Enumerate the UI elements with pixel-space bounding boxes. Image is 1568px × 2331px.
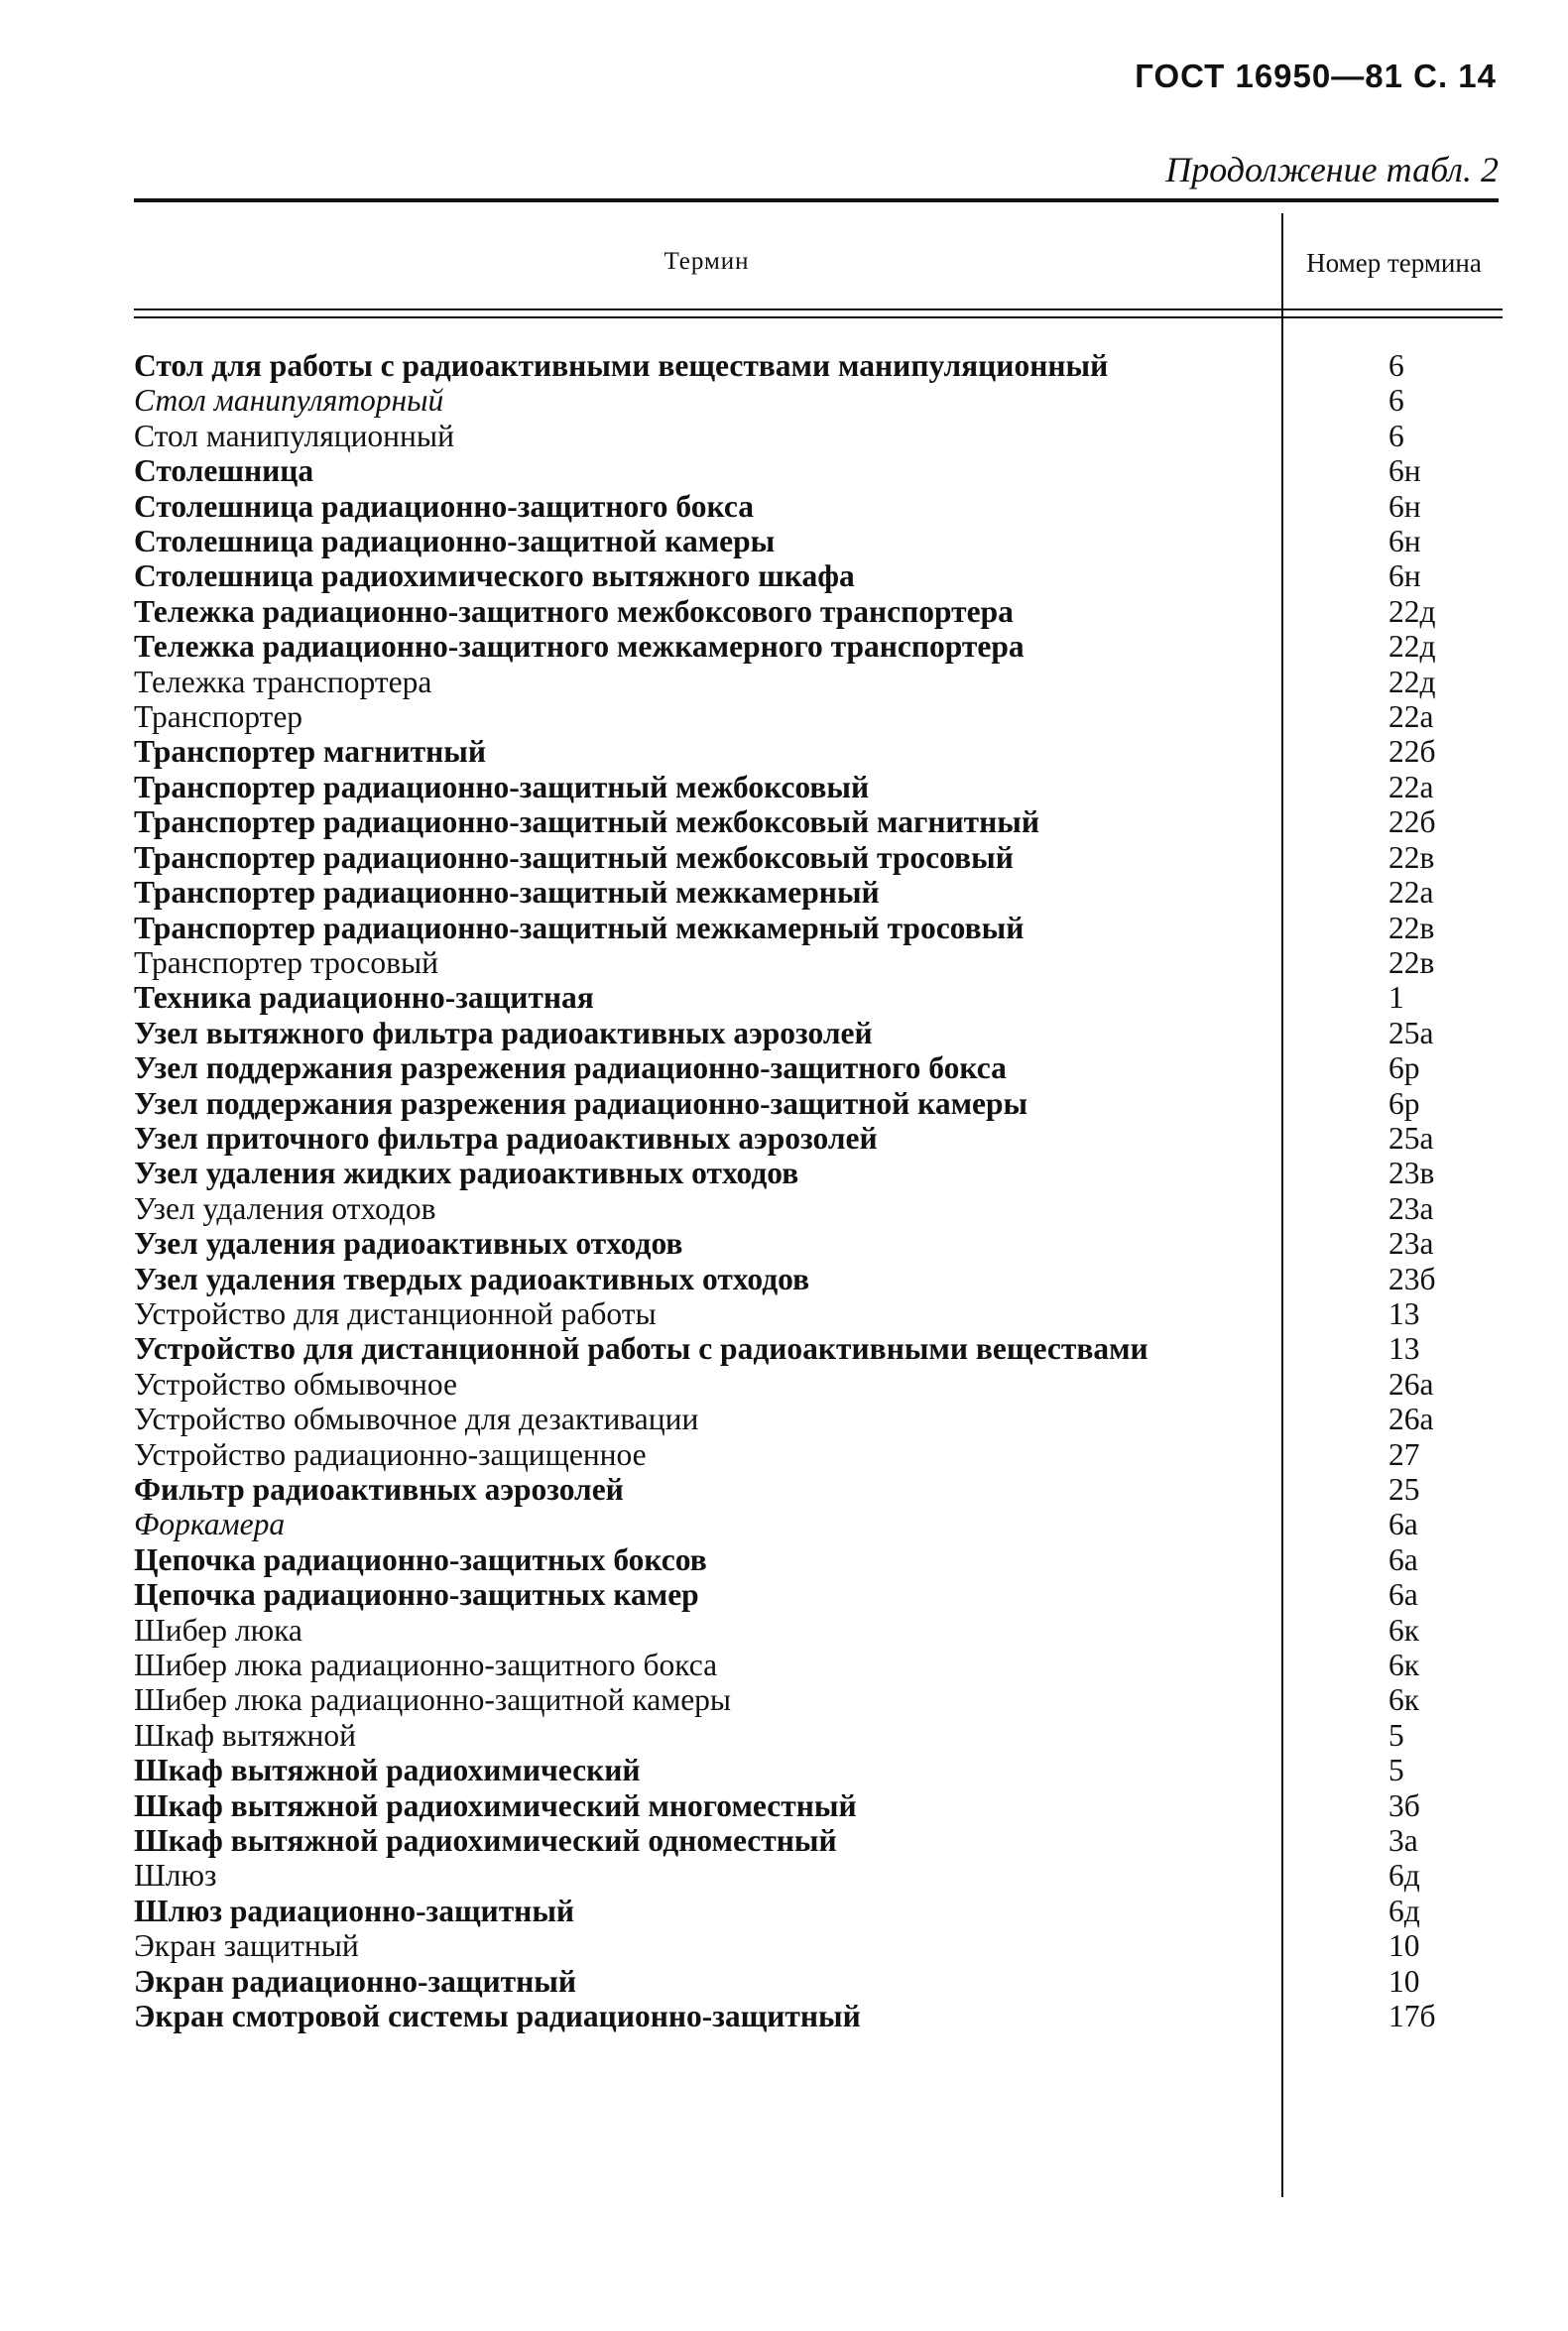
table-row xyxy=(134,1507,1503,1541)
table-row xyxy=(134,1648,1503,1682)
term-text: Узел приточного фильтра радиоактивных аэрозолей xyxy=(134,1120,878,1156)
table-row xyxy=(134,1016,1503,1050)
table-row xyxy=(134,1577,1503,1612)
term-text: Шкаф вытяжной xyxy=(134,1717,356,1753)
term-number: 23а xyxy=(1388,1190,1434,1226)
table-row xyxy=(134,699,1503,734)
term-text: Экран радиационно-защитный xyxy=(134,1963,577,1999)
term-number: 6 xyxy=(1388,418,1404,453)
table-row xyxy=(134,1367,1503,1402)
term-text: Экран смотровой системы радиационно-защитный xyxy=(134,1999,861,2034)
term-text: Транспортер радиационно-защитный межбоксовый магнитный xyxy=(134,804,1039,840)
term-number: 22в xyxy=(1388,944,1435,980)
term-text: Шибер люка xyxy=(134,1612,302,1648)
table-continuation-label: Продолжение табл. 2 xyxy=(1165,150,1499,189)
table-row xyxy=(134,1472,1503,1507)
table-row xyxy=(134,1682,1503,1717)
term-number: 6н xyxy=(1388,558,1421,594)
term-number: 23в xyxy=(1388,1156,1435,1191)
term-number: 6н xyxy=(1388,524,1421,559)
table-row xyxy=(134,383,1503,418)
table-row xyxy=(134,1191,1503,1226)
term-text: Шкаф вытяжной радиохимический одноместный xyxy=(134,1823,837,1859)
term-text: Транспортер радиационно-защитный межкамерный xyxy=(134,875,880,911)
term-text: Устройство для дистанционной работы с радиоактивными веществами xyxy=(134,1331,1148,1367)
term-number: 22в xyxy=(1388,839,1435,875)
table-row xyxy=(134,1437,1503,1472)
term-number: 22б xyxy=(1388,734,1436,770)
table-row xyxy=(134,1788,1503,1823)
term-text: Столешница xyxy=(134,453,314,489)
header-double-rule xyxy=(134,308,1503,318)
term-number: 6д xyxy=(1388,1893,1420,1928)
term-number: 6а xyxy=(1388,1507,1418,1542)
term-text: Стол манипуляторный xyxy=(134,383,444,419)
term-text: Шкаф вытяжной радиохимический многоместный xyxy=(134,1787,857,1823)
term-number: 13 xyxy=(1388,1295,1420,1331)
term-text: Устройство обмывочное для дезактивации xyxy=(134,1402,699,1437)
term-text: Устройство для дистанционной работы xyxy=(134,1295,657,1331)
term-number: 6к xyxy=(1388,1612,1420,1648)
table-row xyxy=(134,840,1503,875)
column-header-term: Термин xyxy=(663,248,750,275)
table-row xyxy=(134,875,1503,910)
table-row xyxy=(134,419,1503,453)
term-number: 6к xyxy=(1388,1682,1420,1718)
term-text: Шлюз xyxy=(134,1858,217,1894)
table-row xyxy=(134,1086,1503,1121)
term-text: Транспортер xyxy=(134,699,303,735)
term-text: Столешница радиационно-защитной камеры xyxy=(134,524,776,559)
term-number: 22д xyxy=(1388,664,1436,699)
table-row xyxy=(134,1894,1503,1928)
table-row xyxy=(134,1542,1503,1577)
term-text: Узел удаления твердых радиоактивных отходов xyxy=(134,1261,810,1296)
term-number: 22а xyxy=(1388,875,1434,911)
term-number: 6д xyxy=(1388,1858,1420,1894)
term-number: 22а xyxy=(1388,699,1434,735)
term-text: Тележка радиационно-защитного межкамерного транспортера xyxy=(134,629,1025,665)
term-number: 1 xyxy=(1388,980,1404,1016)
term-number: 5 xyxy=(1388,1717,1404,1753)
table-row xyxy=(134,665,1503,699)
table-row xyxy=(134,945,1503,980)
term-text: Форкамера xyxy=(134,1507,286,1542)
table-row xyxy=(134,558,1503,593)
term-text: Транспортер радиационно-защитный межбоксовый xyxy=(134,769,870,804)
table-row xyxy=(134,980,1503,1015)
term-number: 6 xyxy=(1388,348,1404,383)
term-text: Узел удаления жидких радиоактивных отходов xyxy=(134,1156,799,1191)
term-text: Транспортер радиационно-защитный межкамерный тросовый xyxy=(134,910,1025,945)
table-row xyxy=(134,1964,1503,1999)
term-text: Фильтр радиоактивных аэрозолей xyxy=(134,1472,624,1507)
table-row xyxy=(134,1121,1503,1156)
term-text: Узел поддержания разрежения радиационно-защитной камеры xyxy=(134,1085,1028,1121)
table-row xyxy=(134,489,1503,524)
term-number: 22д xyxy=(1388,593,1436,629)
term-text: Тележка транспортера xyxy=(134,664,432,699)
table-row xyxy=(134,1823,1503,1858)
table-row xyxy=(134,1050,1503,1085)
table-row xyxy=(134,734,1503,769)
term-text: Транспортер магнитный xyxy=(134,734,487,770)
term-number: 3а xyxy=(1388,1823,1418,1859)
term-text: Цепочка радиационно-защитных камер xyxy=(134,1577,699,1613)
term-number: 27 xyxy=(1388,1436,1420,1472)
term-number: 26а xyxy=(1388,1366,1434,1402)
term-number: 22в xyxy=(1388,910,1435,945)
table-row xyxy=(134,1718,1503,1753)
table-top-rule xyxy=(134,198,1499,202)
table-row xyxy=(134,1999,1503,2033)
table-row xyxy=(134,1331,1503,1366)
term-number: 6к xyxy=(1388,1648,1420,1683)
term-number: 25 xyxy=(1388,1472,1420,1507)
term-text: Узел удаления радиоактивных отходов xyxy=(134,1226,683,1262)
table-row xyxy=(134,804,1503,839)
table-row xyxy=(134,1858,1503,1893)
table-row xyxy=(134,1753,1503,1787)
table-row xyxy=(134,770,1503,804)
table-row xyxy=(134,1226,1503,1261)
term-text: Столешница радиохимического вытяжного шкафа xyxy=(134,558,855,594)
term-text: Шибер люка радиационно-защитной камеры xyxy=(134,1682,732,1718)
term-text: Транспортер тросовый xyxy=(134,944,438,980)
term-number: 17б xyxy=(1388,1999,1436,2034)
term-number: 25а xyxy=(1388,1120,1434,1156)
term-text: Устройство обмывочное xyxy=(134,1366,458,1402)
table-row xyxy=(134,348,1503,383)
term-text: Шлюз радиационно-защитный xyxy=(134,1893,575,1928)
term-number: 23б xyxy=(1388,1261,1436,1296)
term-number: 25а xyxy=(1388,1015,1434,1050)
term-number: 6а xyxy=(1388,1577,1418,1613)
table-row xyxy=(134,1928,1503,1963)
column-header-number: Номер термина xyxy=(1306,248,1482,278)
term-number: 22д xyxy=(1388,629,1436,665)
term-number: 6 xyxy=(1388,383,1404,419)
term-number: 6н xyxy=(1388,453,1421,489)
term-text: Стол для работы с радиоактивными веществами манипуляционный xyxy=(134,348,1109,383)
term-text: Шкаф вытяжной радиохимический xyxy=(134,1753,641,1788)
table-row xyxy=(134,594,1503,629)
table-row xyxy=(134,1402,1503,1436)
table-row xyxy=(134,453,1503,488)
term-text: Шибер люка радиационно-защитного бокса xyxy=(134,1648,718,1683)
term-number: 6р xyxy=(1388,1085,1420,1121)
term-number: 6а xyxy=(1388,1541,1418,1577)
terms-list xyxy=(134,348,1503,2034)
term-text: Столешница радиационно-защитного бокса xyxy=(134,488,754,524)
term-text: Стол манипуляционный xyxy=(134,418,454,453)
table-row xyxy=(134,629,1503,664)
term-number: 13 xyxy=(1388,1331,1420,1367)
term-text: Цепочка радиационно-защитных боксов xyxy=(134,1541,707,1577)
table-row xyxy=(134,524,1503,558)
term-number: 5 xyxy=(1388,1753,1404,1788)
term-text: Узел поддержания разрежения радиационно-защитного бокса xyxy=(134,1050,1007,1086)
term-number: 10 xyxy=(1388,1963,1420,1999)
table-row xyxy=(134,1613,1503,1648)
term-number: 22б xyxy=(1388,804,1436,840)
page-header: ГОСТ 16950—81 С. 14 xyxy=(1135,58,1497,94)
term-number: 26а xyxy=(1388,1402,1434,1437)
term-number: 6н xyxy=(1388,488,1421,524)
term-text: Узел вытяжного фильтра радиоактивных аэрозолей xyxy=(134,1015,873,1050)
term-text: Тележка радиационно-защитного межбоксового транспортера xyxy=(134,593,1014,629)
term-text: Транспортер радиационно-защитный межбоксовый тросовый xyxy=(134,839,1014,875)
term-number: 23а xyxy=(1388,1226,1434,1262)
term-text: Устройство радиационно-защищенное xyxy=(134,1436,647,1472)
term-text: Узел удаления отходов xyxy=(134,1190,436,1226)
term-number: 3б xyxy=(1388,1787,1420,1823)
term-text: Экран защитный xyxy=(134,1928,359,1964)
table-row xyxy=(134,1296,1503,1331)
term-number: 6р xyxy=(1388,1050,1420,1086)
table-row xyxy=(134,911,1503,945)
table-row xyxy=(134,1156,1503,1190)
term-number: 10 xyxy=(1388,1928,1420,1964)
table-row xyxy=(134,1262,1503,1296)
term-text: Техника радиационно-защитная xyxy=(134,980,594,1016)
term-number: 22а xyxy=(1388,769,1434,804)
